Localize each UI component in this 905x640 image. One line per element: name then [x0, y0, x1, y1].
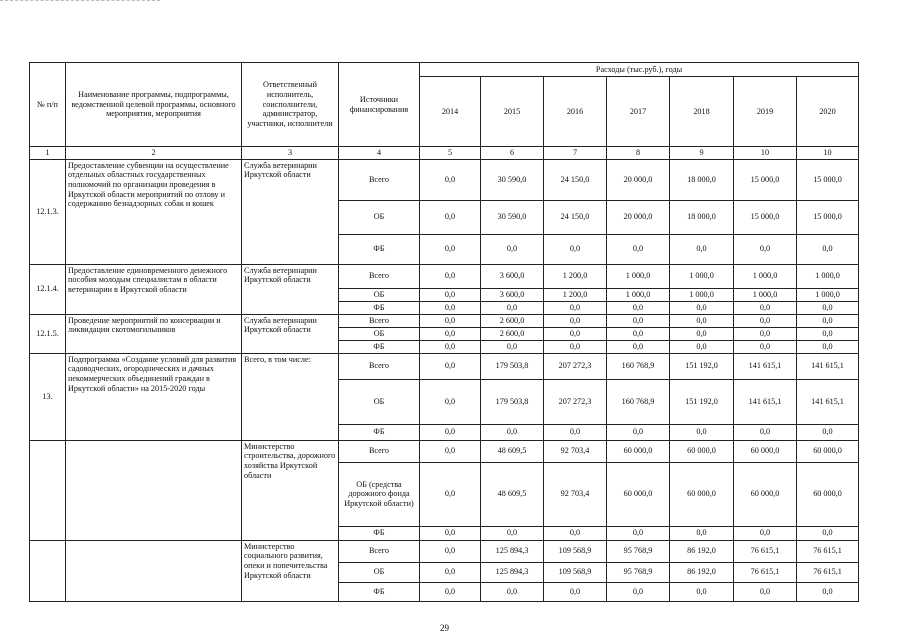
amount-cell: 0,0 [420, 462, 481, 526]
amount-cell: 0,0 [420, 562, 481, 582]
amount-cell: 179 503,8 [481, 379, 544, 424]
amount-cell: 60 000,0 [670, 440, 734, 462]
header-year: 2016 [544, 77, 607, 147]
amount-cell: 0,0 [797, 340, 859, 353]
amount-cell: 0,0 [734, 582, 797, 601]
amount-cell: 60 000,0 [607, 462, 670, 526]
amount-cell: 0,0 [607, 327, 670, 340]
funding-source: Всего [339, 264, 420, 288]
activity-name: Подпрограмма «Создание условий для развития садоводческих, огороднических и дачных некоммерческих объединений граждан в Иркутской области» на 2015-2020 годы [66, 353, 242, 440]
responsible-executor: Служба ветеринарии Иркутской области [242, 314, 339, 353]
responsible-executor: Министерство строительства, дорожного хозяйства Иркутской области [242, 440, 339, 540]
funding-source: ОБ [339, 200, 420, 234]
amount-cell: 0,0 [734, 234, 797, 264]
amount-cell: 160 768,9 [607, 353, 670, 379]
amount-cell: 0,0 [481, 424, 544, 440]
amount-cell: 0,0 [797, 327, 859, 340]
amount-cell: 60 000,0 [670, 462, 734, 526]
amount-cell: 160 768,9 [607, 379, 670, 424]
funding-source: ФБ [339, 424, 420, 440]
table-row [30, 440, 859, 462]
amount-cell: 0,0 [420, 582, 481, 601]
activity-name: Предоставление субвенции на осуществление отдельных областных государственных полномочий по организации проведения в Иркутской области мероприятий по отлову и содержанию безнадзорных собак и кошек [66, 159, 242, 264]
table-header [30, 63, 859, 160]
table-row [30, 264, 859, 288]
amount-cell: 0,0 [481, 340, 544, 353]
amount-cell: 3 600,0 [481, 264, 544, 288]
amount-cell: 207 272,3 [544, 379, 607, 424]
amount-cell: 95 768,9 [607, 540, 670, 562]
amount-cell: 0,0 [420, 327, 481, 340]
amount-cell: 141 615,1 [734, 353, 797, 379]
funding-source: ОБ [339, 562, 420, 582]
amount-cell: 0,0 [670, 340, 734, 353]
amount-cell: 179 503,8 [481, 353, 544, 379]
column-number: 9 [670, 147, 734, 160]
amount-cell: 76 615,1 [797, 562, 859, 582]
amount-cell: 20 000,0 [607, 159, 670, 200]
amount-cell: 0,0 [797, 424, 859, 440]
amount-cell: 0,0 [607, 340, 670, 353]
table-row [30, 353, 859, 379]
funding-source: ФБ [339, 234, 420, 264]
amount-cell: 3 600,0 [481, 288, 544, 301]
amount-cell: 86 192,0 [670, 562, 734, 582]
amount-cell: 60 000,0 [607, 440, 670, 462]
header-year: 2017 [607, 77, 670, 147]
amount-cell: 0,0 [670, 424, 734, 440]
amount-cell: 86 192,0 [670, 540, 734, 562]
amount-cell: 0,0 [734, 526, 797, 540]
amount-cell: 1 000,0 [797, 288, 859, 301]
amount-cell: 109 568,9 [544, 540, 607, 562]
row-number [30, 540, 66, 601]
row-number: 12.1.5. [30, 314, 66, 353]
amount-cell: 48 609,5 [481, 462, 544, 526]
amount-cell: 0,0 [420, 526, 481, 540]
activity-name [66, 440, 242, 540]
amount-cell: 0,0 [797, 301, 859, 314]
responsible-executor: Служба ветеринарии Иркутской области [242, 159, 339, 264]
funding-source: ФБ [339, 526, 420, 540]
amount-cell: 0,0 [797, 526, 859, 540]
funding-source: Всего [339, 159, 420, 200]
amount-cell: 1 000,0 [670, 288, 734, 301]
amount-cell: 0,0 [420, 540, 481, 562]
amount-cell: 1 000,0 [607, 264, 670, 288]
activity-name [66, 540, 242, 601]
amount-cell: 15 000,0 [797, 200, 859, 234]
funding-source: ОБ [339, 327, 420, 340]
amount-cell: 0,0 [544, 526, 607, 540]
funding-source: Всего [339, 353, 420, 379]
amount-cell: 0,0 [420, 301, 481, 314]
amount-cell: 1 000,0 [797, 264, 859, 288]
amount-cell: 0,0 [670, 314, 734, 327]
amount-cell: 0,0 [607, 424, 670, 440]
amount-cell: 0,0 [734, 301, 797, 314]
amount-cell: 141 615,1 [797, 379, 859, 424]
amount-cell: 0,0 [797, 234, 859, 264]
amount-cell: 0,0 [544, 340, 607, 353]
amount-cell: 141 615,1 [734, 379, 797, 424]
amount-cell: 30 590,0 [481, 200, 544, 234]
amount-cell: 0,0 [607, 234, 670, 264]
column-number: 2 [66, 147, 242, 160]
table-body [30, 159, 859, 601]
header-year: 2015 [481, 77, 544, 147]
amount-cell: 0,0 [420, 353, 481, 379]
amount-cell: 2 600,0 [481, 327, 544, 340]
amount-cell: 0,0 [797, 314, 859, 327]
amount-cell: 0,0 [481, 526, 544, 540]
funding-source: Всего [339, 440, 420, 462]
amount-cell: 30 590,0 [481, 159, 544, 200]
column-number: 7 [544, 147, 607, 160]
amount-cell: 207 272,3 [544, 353, 607, 379]
amount-cell: 141 615,1 [797, 353, 859, 379]
amount-cell: 76 615,1 [734, 540, 797, 562]
amount-cell: 0,0 [420, 340, 481, 353]
funding-source: ФБ [339, 301, 420, 314]
responsible-executor: Всего, в том числе: [242, 353, 339, 440]
amount-cell: 0,0 [420, 424, 481, 440]
amount-cell: 1 000,0 [670, 264, 734, 288]
amount-cell: 0,0 [607, 301, 670, 314]
amount-cell: 1 000,0 [734, 288, 797, 301]
amount-cell: 18 000,0 [670, 159, 734, 200]
activity-name: Проведение мероприятий по консервации и ликвидации скотомогильников [66, 314, 242, 353]
amount-cell: 0,0 [734, 327, 797, 340]
amount-cell: 0,0 [420, 234, 481, 264]
amount-cell: 0,0 [481, 301, 544, 314]
amount-cell: 92 703,4 [544, 440, 607, 462]
amount-cell: 0,0 [670, 582, 734, 601]
row-number: 13. [30, 353, 66, 440]
amount-cell: 0,0 [420, 264, 481, 288]
funding-source: Всего [339, 540, 420, 562]
amount-cell: 76 615,1 [734, 562, 797, 582]
amount-cell: 92 703,4 [544, 462, 607, 526]
amount-cell: 0,0 [544, 424, 607, 440]
header-num: № п/п [30, 63, 66, 147]
column-number: 1 [30, 147, 66, 160]
amount-cell: 0,0 [734, 340, 797, 353]
amount-cell: 0,0 [544, 582, 607, 601]
page-edge-divider [0, 0, 160, 5]
funding-source: Всего [339, 314, 420, 327]
header-name: Наименование программы, подпрограммы, ведомственной целевой программы, основного мероприятия, мероприятия [66, 63, 242, 147]
funding-source: ФБ [339, 582, 420, 601]
header-sources: Источники финансирования [339, 63, 420, 147]
row-number: 12.1.4. [30, 264, 66, 314]
amount-cell: 0,0 [607, 582, 670, 601]
amount-cell: 15 000,0 [734, 159, 797, 200]
amount-cell: 60 000,0 [797, 440, 859, 462]
amount-cell: 0,0 [607, 314, 670, 327]
amount-cell: 1 200,0 [544, 264, 607, 288]
amount-cell: 48 609,5 [481, 440, 544, 462]
amount-cell: 0,0 [797, 582, 859, 601]
header-year: 2014 [420, 77, 481, 147]
amount-cell: 0,0 [544, 327, 607, 340]
amount-cell: 0,0 [420, 379, 481, 424]
amount-cell: 109 568,9 [544, 562, 607, 582]
amount-cell: 151 192,0 [670, 379, 734, 424]
amount-cell: 0,0 [544, 301, 607, 314]
amount-cell: 0,0 [420, 314, 481, 327]
amount-cell: 0,0 [670, 327, 734, 340]
funding-source: ОБ [339, 288, 420, 301]
amount-cell: 151 192,0 [670, 353, 734, 379]
amount-cell: 15 000,0 [797, 159, 859, 200]
row-number [30, 440, 66, 540]
amount-cell: 0,0 [420, 200, 481, 234]
amount-cell: 0,0 [420, 440, 481, 462]
table-row [30, 540, 859, 562]
column-number: 10 [797, 147, 859, 160]
amount-cell: 0,0 [544, 234, 607, 264]
column-number: 10 [734, 147, 797, 160]
amount-cell: 0,0 [607, 526, 670, 540]
amount-cell: 0,0 [670, 526, 734, 540]
amount-cell: 0,0 [734, 314, 797, 327]
header-year: 2020 [797, 77, 859, 147]
amount-cell: 20 000,0 [607, 200, 670, 234]
amount-cell: 1 000,0 [607, 288, 670, 301]
amount-cell: 0,0 [670, 301, 734, 314]
amount-cell: 60 000,0 [734, 462, 797, 526]
amount-cell: 0,0 [481, 582, 544, 601]
amount-cell: 125 894,3 [481, 540, 544, 562]
header-year: 2018 [670, 77, 734, 147]
funding-source: ФБ [339, 340, 420, 353]
column-number: 3 [242, 147, 339, 160]
funding-source: ОБ [339, 379, 420, 424]
table-row [30, 314, 859, 327]
amount-cell: 1 000,0 [734, 264, 797, 288]
amount-cell: 60 000,0 [797, 462, 859, 526]
amount-cell: 24 150,0 [544, 159, 607, 200]
amount-cell: 76 615,1 [797, 540, 859, 562]
amount-cell: 24 150,0 [544, 200, 607, 234]
funding-source: ОБ (средства дорожного фонда Иркутской области) [339, 462, 420, 526]
amount-cell: 1 200,0 [544, 288, 607, 301]
amount-cell: 0,0 [481, 234, 544, 264]
amount-cell: 0,0 [670, 234, 734, 264]
responsible-executor: Служба ветеринарии Иркутской области [242, 264, 339, 314]
responsible-executor: Министерство социального развития, опеки и попечительства Иркутской области [242, 540, 339, 601]
amount-cell: 15 000,0 [734, 200, 797, 234]
header-expenses: Расходы (тыс.руб.), годы [420, 63, 859, 77]
header-responsible: Ответственный исполнитель, соисполнители, администратор, участники, исполнители [242, 63, 339, 147]
amount-cell: 0,0 [544, 314, 607, 327]
amount-cell: 0,0 [420, 159, 481, 200]
amount-cell: 60 000,0 [734, 440, 797, 462]
amount-cell: 2 600,0 [481, 314, 544, 327]
row-number: 12.1.3. [30, 159, 66, 264]
amount-cell: 0,0 [734, 424, 797, 440]
activity-name: Предоставление единовременного денежного пособия молодым специалистам в области ветеринарии в Иркутской области [66, 264, 242, 314]
amount-cell: 18 000,0 [670, 200, 734, 234]
page-number: 29 [440, 623, 449, 633]
column-number: 5 [420, 147, 481, 160]
column-number: 6 [481, 147, 544, 160]
budget-table [29, 62, 859, 602]
amount-cell: 0,0 [420, 288, 481, 301]
column-number: 8 [607, 147, 670, 160]
table-row [30, 159, 859, 200]
column-number: 4 [339, 147, 420, 160]
amount-cell: 125 894,3 [481, 562, 544, 582]
header-year: 2019 [734, 77, 797, 147]
amount-cell: 95 768,9 [607, 562, 670, 582]
